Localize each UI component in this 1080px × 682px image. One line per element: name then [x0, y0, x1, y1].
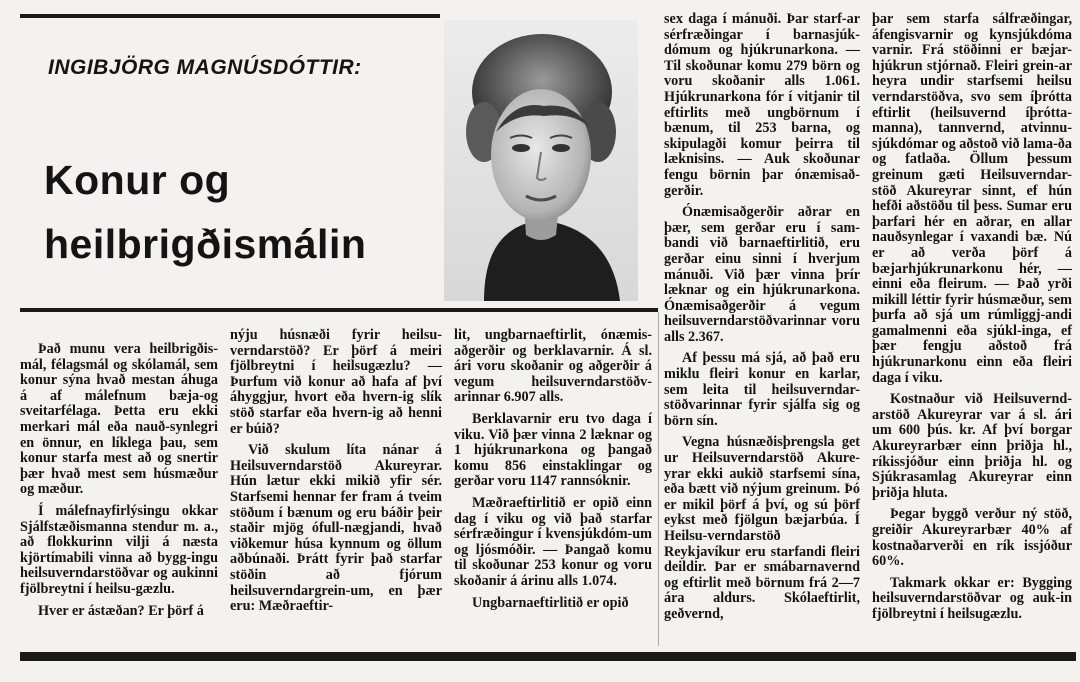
- article-column-4: [664, 12, 860, 629]
- paragraph: Berklavarnir eru tvo daga í viku. Við þær vinna 2 læknar og 1 hjúkrunarkona og þangað komu 856 einstaklingar og gerðar voru 1147 rannsóknir.: [454, 410, 652, 490]
- article-column-3: [454, 328, 652, 617]
- author-byline: INGIBJÖRG MAGNÚSDÓTTIR:: [48, 56, 362, 79]
- paragraph: lit, ungbarnaeftirlit, ónæmis-aðgerðir og berklavarnir. Á sl. ári voru skoðanir og aðgerðir á vegum heilsuverndarstöðv-arinnar 6.907 alls.: [454, 327, 652, 406]
- article-column-2: [230, 328, 442, 621]
- column-divider: [658, 312, 659, 646]
- headline: [44, 148, 434, 276]
- paragraph: Hver er ástæðan? Er þörf á: [38, 602, 204, 619]
- paragraph: nýju húsnæði fyrir heilsu-verndarstöð? Er þörf á meiri fjölbreytni í heilsugæzlu? — Þurfum við konur að hafa af því áhyggjur, hvort eða hvern-ig slík stöð starfar eða hvern-ig að henni er búið?: [230, 327, 442, 437]
- middle-rule: [20, 308, 658, 312]
- paragraph: Takmark okkar er: Bygging heilsuverndarstöðvar og auk-in fjölbreytni í heilsugæzlu.: [872, 574, 1072, 622]
- article-column-5: [872, 12, 1072, 629]
- paragraph: Af þessu má sjá, að það eru miklu fleiri konur en karlar, sem leita til heilsuverndar-stöðvarinnar fyrir sjálfa sig og börn sín.: [664, 350, 860, 429]
- paragraph: Vegna húsnæðisþrengsla get ur Heilsuverndarstöð Akure-yrar ekki aukið starfsemi sína, eða bætt við nýjum greinum. Þó er mikil þörf á því, og sú þörf eykst með fjölgun bæjarbúa. Í Heilsu-verndarstöð Reykjavíkur eru starfandi fleiri deildir. Þar er smábarnavernd og eftirlit með börnum frá 2—7 ára aldurs. Skólaeftirlit, geðvernd,: [664, 434, 860, 622]
- paragraph: Þegar byggð verður ný stöð, greiðir Akureyrarbær 40% af kostnaðarverði en rík issjóður 60%.: [872, 506, 1072, 570]
- paragraph: Það munu vera heilbrigðis-mál, félagsmál og skólamál, sem konur sýna hvað mestan áhuga á af málefnum bæja-og sveitarfélaga. Þetta eru ekki merkari mál eða nauð-synlegri en önnur, en líklega þau, sem konur starfa mest að og snertir þær hvað mest sem húsmæður og mæður.: [20, 341, 218, 498]
- paragraph: Ungbarnaeftirlitið er opið: [472, 594, 629, 611]
- top-rule: [20, 14, 440, 18]
- portrait-illustration: [444, 20, 638, 301]
- article-column-1: [20, 342, 218, 625]
- paragraph: Mæðraeftirlitið er opið einn dag í viku og við það starfar sérfræðingur í kvensjúkdóm-um og ljósmóðir. — Þangað komu til skoðunar 253 konur og voru skoðanir á árinu alls 1.074.: [454, 494, 652, 589]
- paragraph: Við skulum líta nánar á Heilsuverndarstöð Akureyrar. Hún lætur ekki mikið yfir sér. Starfsemi hennar fer fram á tveim stöðum í bænum og eru báðir þeir staðir mjög ófull-nægjandi, hvað viðkemur húsa kynnum og öllum aðbúnaði. Þrátt fyrir það starfar stöðin að fjórum heilsuverndargrein-um, en þær eru: Mæðraeftir-: [230, 442, 442, 615]
- paragraph: sex daga í mánuði. Þar starf-ar sérfræðingar í barnasjúk-dómum og hjúkrunarkona. — Til skoðunar komu 279 börn og voru skoðanir alls 1.061. Hjúkrunarkona fór í vitjanir til eftirlits með ungbörnum í bænum, til 253 barna, og skipulagði komur þeirra til læknisins. — Auk skoðunar fengu börnin þar ónæmisað-gerðir.: [664, 11, 860, 199]
- bottom-rule: [20, 652, 1076, 661]
- paragraph: Kostnaður við Heilsuvernd-arstöð Akureyrar var á sl. ári um 600 þús. kr. Af því borgar Akureyrarbær einn þriðja hl., ríkissjóður einn þriðja hl. og Sjúkrasamlag Akureyrar einn þriðja hluta.: [872, 391, 1072, 501]
- paragraph: þar sem starfa sálfræðingar, áfengisvarnir og kynsjúkdóma varnir. Frá stöðinni er bæjar-hjúkrun stjórnað. Fleiri grein-ar heyra undir starfsemi heilsu verndarstöðva, svo sem íþrótta eftirlit (heilsuvernd íþrótta-manna), tannvernd, atvinnu-sjúkdómar og aðstoð við lama-ða og fatlaða. Öllum þessum greinum gæti Heilsuverndar-stöð Akureyrar sinnt, ef hún hefði aðstöðu til þess. Sumar eru þarfari hér en aðrar, en allar nauðsynlegar í vaxandi bæ. Nú er að verða þörf á bæjarhjúkrunarkonu hér, — einni eða fleirum. — Það yrði mikill léttir fyrir húsmæður, sem þurfa að sjá um rúmliggj-andi gamalmenni eða sjúkl-inga, ef þær fengju aðstoð frá hjúkrunarkonu einn eða fleiri daga í viku.: [872, 11, 1072, 386]
- headline-line-1: Konur og: [44, 157, 231, 203]
- paragraph: Í málefnayfirlýsingu okkar Sjálfstæðismanna stendur m. a., að flokkurinn vilji á næsta kjörtímabili vinna að bygg-ingu heilsuverndarstöðvar og aukinni fjölbreytni í heilsu-gæzlu.: [20, 502, 218, 597]
- headline-line-2: heilbrigðismálin: [44, 221, 367, 267]
- author-portrait-photo: [444, 20, 638, 301]
- paragraph: Ónæmisaðgerðir aðrar en þær, sem gerðar eru í sam-bandi við barnaeftirlitið, eru gerðar einu sinni í hverjum mánuði. Við þær vinna þrír læknar og ein hjúkrunarkona. Ónæmisaðgerðir á vegum heilsuverndarstöðvarinnar voru alls 2.367.: [664, 204, 860, 345]
